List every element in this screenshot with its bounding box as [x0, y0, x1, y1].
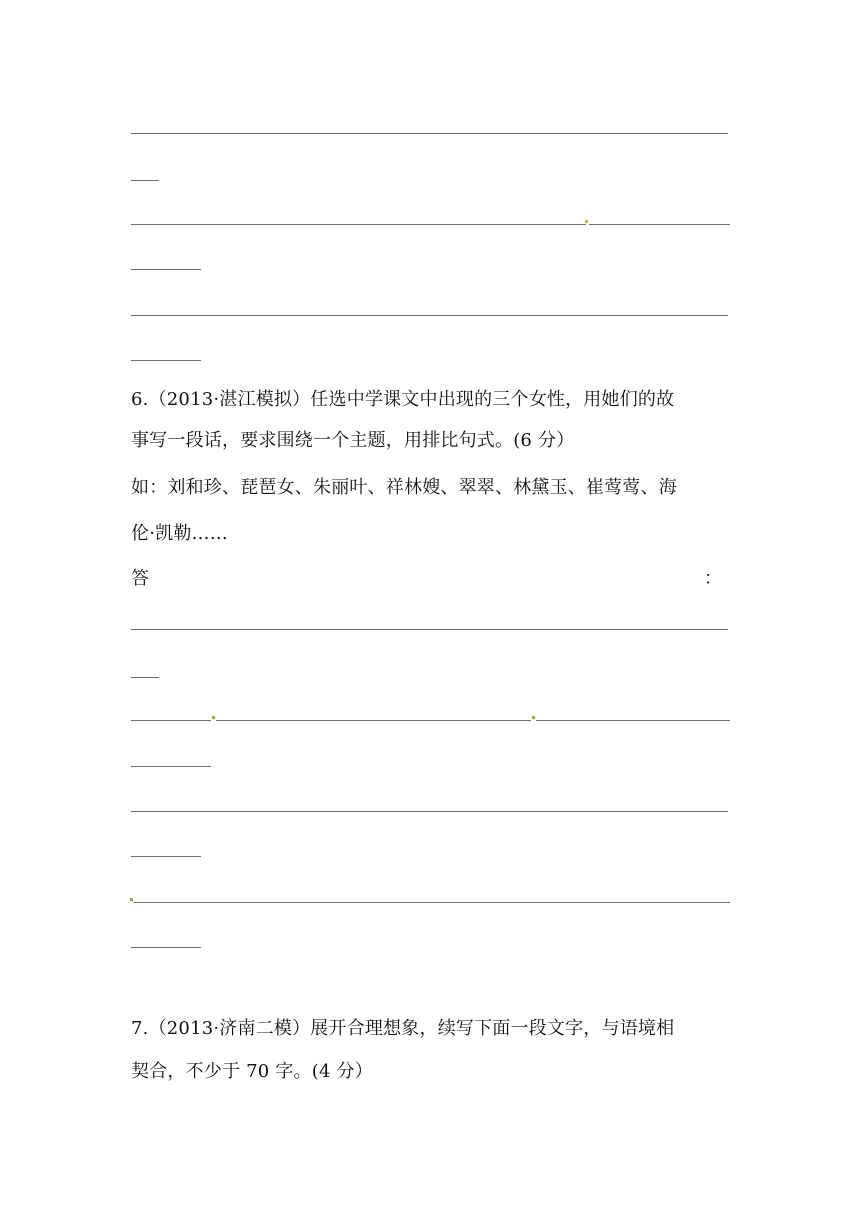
answer-label: 答: [131, 568, 150, 589]
marker-dot: [532, 716, 535, 719]
answer-line: [131, 269, 201, 270]
marker-dot: [130, 898, 133, 901]
question-7-line-1: 7.（2013·济南二模）展开合理想象，续写下面一段文字，与语境相: [131, 1018, 675, 1039]
answer-line: [216, 720, 531, 721]
answer-line: [131, 360, 201, 361]
answer-line: [131, 720, 211, 721]
answer-line: [131, 856, 201, 857]
answer-line: [589, 224, 730, 225]
question-6-line-3: 如：刘和珍、琵琶女、朱丽叶、祥林嫂、翠翠、林黛玉、崔莺莺、海: [131, 477, 677, 498]
answer-line: [131, 224, 586, 225]
question-6-line-4: 伦·凯勒……: [131, 523, 228, 544]
question-6-line-2: 事写一段话，要求围绕一个主题，用排比句式。(6 分）: [131, 430, 575, 451]
answer-line: [131, 677, 159, 678]
question-7-line-2: 契合，不少于 70 字。(4 分）: [131, 1061, 373, 1082]
answer-line: [131, 947, 201, 948]
marker-dot: [585, 220, 588, 223]
answer-line: [536, 720, 730, 721]
answer-line: [131, 180, 159, 181]
answer-line: [131, 315, 728, 316]
answer-line: [131, 811, 728, 812]
answer-line: [131, 766, 211, 767]
marker-dot: [212, 716, 215, 719]
answer-line: [131, 133, 728, 134]
question-6-line-1: 6.（2013·湛江模拟）任选中学课文中出现的三个女性，用她们的故: [131, 389, 675, 410]
answer-colon: ：: [704, 568, 723, 589]
answer-line: [131, 629, 728, 630]
answer-line: [134, 902, 730, 903]
